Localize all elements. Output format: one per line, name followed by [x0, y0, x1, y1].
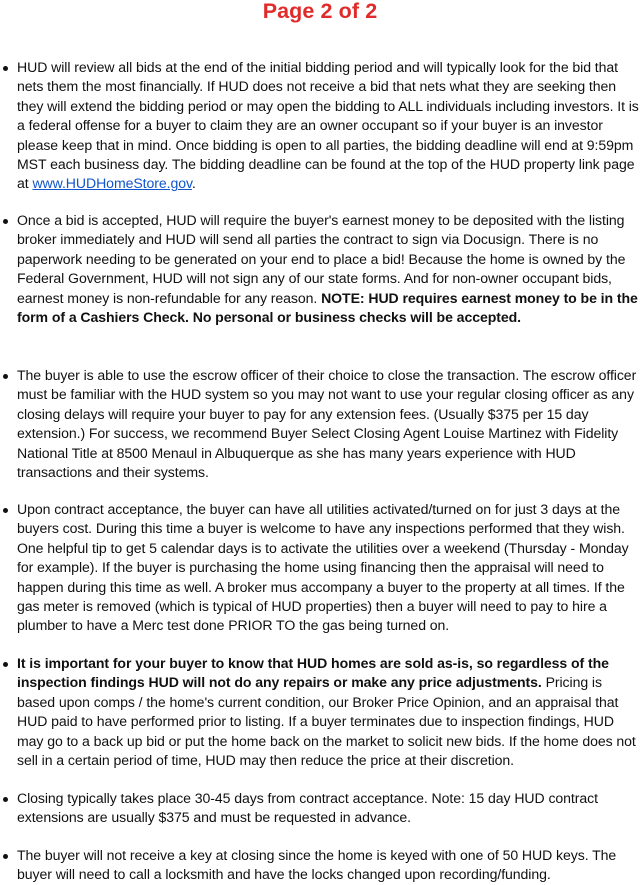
bullet-text-main: Once a bid is accepted, HUD will require the buyer's earnest money to be deposited with the listing broker immediately and HUD will send all parties the contract to sign via Docusign. There is no paperwork needing to be generated on your end to place a bid! Because the home is owned by the Federal Government, HUD will not sign any of our state forms. And for non-owner occupant bids, earnest money is non-refundable for any reason.	[17, 212, 626, 306]
as-is-notice: It is important for your buyer to know that HUD homes are sold as-is, so regardless of the inspection findings HUD will not do any repairs or make any price adjustments.	[17, 655, 609, 691]
bullet-dot	[3, 662, 8, 667]
bullet-text: Upon contract acceptance, the buyer can have all utilities activated/turned on for just 3 days at the buyers cost. During this time a buyer is welcome to have any inspections performed that they wish. One helpful tip to get 5 calendar days is to activate the utilities over a weekend (Thursday - Monday for example). If the buyer is purchasing the home using financing then the appraisal will need to happen during this time as well. A broker mus accompany a buyer to the property at all times. If the gas meter is removed (which is typical of HUD properties) then a buyer will need to pay to hire a plumber to have a Merc test done PRIOR TO the gas being turned on.	[17, 501, 629, 634]
bullet-text	[17, 654, 640, 770]
bullet-dot	[3, 854, 8, 859]
bullet-dot	[3, 374, 8, 379]
bullet-text-main: HUD will review all bids at the end of the initial bidding period and will typically look for the bid that nets them the most financially. If HUD does not receive a bid that nets what they are seeking then they will extend the bidding period or may open the bidding to ALL individuals including investors. It is a federal offense for a buyer to claim they are an owner occupant so if your buyer is an investor please keep that in mind. Once bidding is open to all parties, the bidding deadline will end at 9:59pm MST each business day. The bidding deadline can be found at the top of the HUD property link page at	[17, 59, 639, 192]
hudhomestore-link[interactable]: www.HUDHomeStore.gov	[32, 175, 192, 192]
bullet-dot	[3, 797, 8, 802]
bullet-text	[17, 58, 640, 194]
bullet-text: Closing typically takes place 30-45 days from contract acceptance. Note: 15 day HUD contract extensions are usually $375 and must be requested in advance.	[17, 790, 598, 826]
bullet-text: The buyer is able to use the escrow officer of their choice to close the transaction. The escrow officer must be familiar with the HUD system so you may not want to use your regular closing officer as any closing delays will require your buyer to pay for any extension fees. (Usually $375 per 15 day extension.) For success, we recommend Buyer Select Closing Agent Louise Martinez with Fidelity National Title at 8500 Menaul in Albuquerque as she has many years experience with HUD transactions and their systems.	[17, 367, 637, 481]
bullet-text-main: Pricing is based upon comps / the home's current condition, our Broker Price Opinion, and an appraisal that HUD paid to have performed prior to listing. If a buyer terminates due to inspection findings, HUD may go to a back up bid or put the home back on the market to solicit new bids. If the home does not sell in a certain period of time, HUD may then reduce the price at their discretion.	[17, 674, 636, 769]
bullet-text-end: .	[191, 175, 196, 192]
earnest-money-note: NOTE: HUD requires earnest money to be in the form of a Cashiers Check. No personal or business checks will be accepted.	[17, 289, 638, 326]
page-title: Page 2 of 2	[262, 0, 378, 23]
bullet-dot	[3, 219, 8, 224]
bullet-text: The buyer will not receive a key at closing since the home is keyed with one of 50 HUD keys. The buyer will need to call a locksmith and have the locks changed upon recording/funding.	[17, 847, 617, 883]
bullet-dot	[3, 508, 8, 513]
bullet-text	[17, 211, 640, 327]
bullet-dot	[3, 66, 8, 71]
